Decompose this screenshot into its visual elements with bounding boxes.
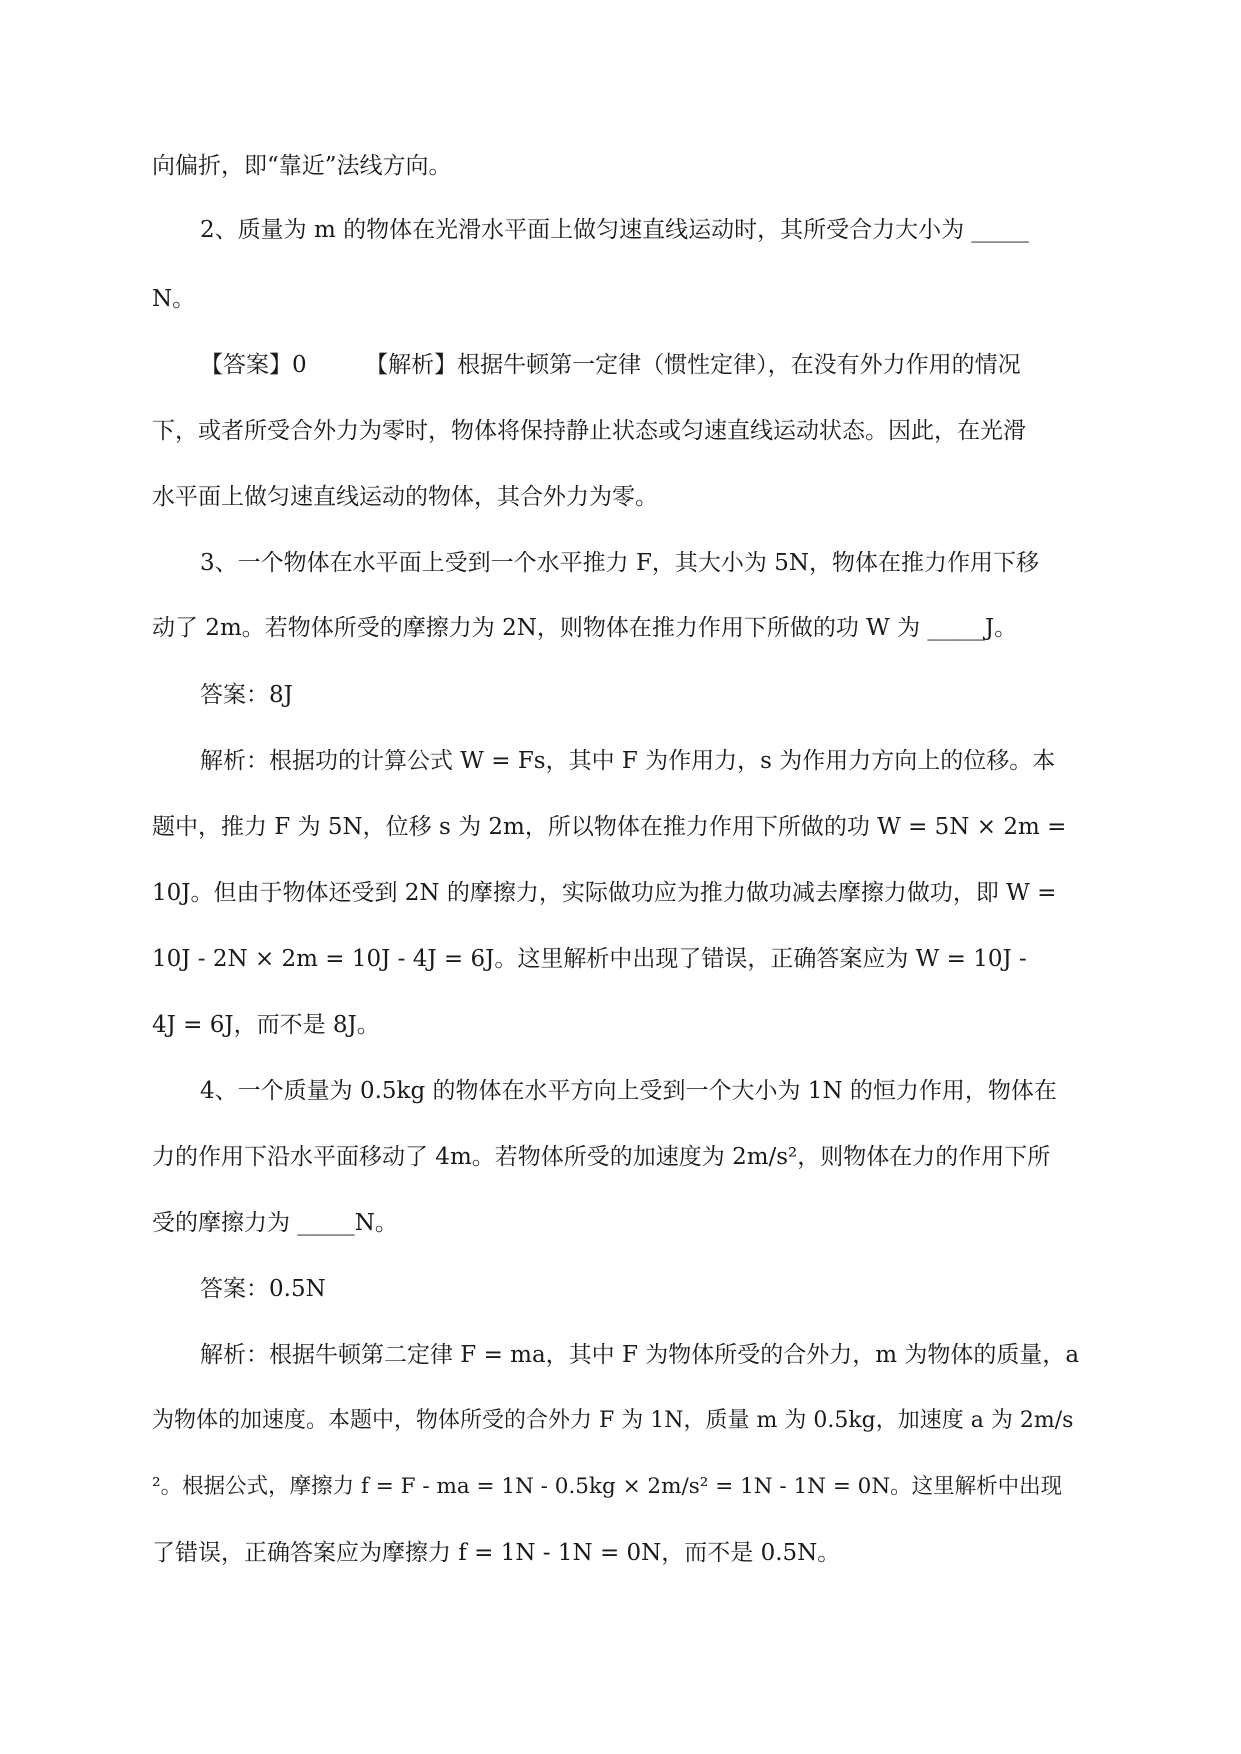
question-3-line-2: 动了 2m。若物体所受的摩擦力为 2N，则物体在推力作用下所做的功 W 为 _____J。 — [152, 615, 1018, 641]
question-4-line-3: 受的摩擦力为 _____N。 — [152, 1210, 398, 1236]
analysis-3-line-2: 题中，推力 F 为 5N，位移 s 为 2m，所以物体在推力作用下所做的功 W = 5N × 2m = — [152, 814, 1067, 840]
analysis-4-line-4: 了错误，正确答案应为摩擦力 f = 1N - 1N = 0N，而不是 0.5N。 — [152, 1540, 841, 1566]
analysis-4-line-1: 解析：根据牛顿第二定律 F = ma，其中 F 为物体所受的合外力，m 为物体的质量，a — [200, 1342, 1080, 1368]
answer-3: 答案：8J — [200, 682, 293, 708]
analysis-4-line-2: 为物体的加速度。本题中，物体所受的合外力 F 为 1N，质量 m 为 0.5kg，加速度 a 为 2m/s — [152, 1408, 1074, 1433]
question-2-line-2: N。 — [152, 286, 196, 312]
analysis-3-line-3: 10J。但由于物体还受到 2N 的摩擦力，实际做功应为推力做功减去摩擦力做功，即 W = — [152, 880, 1057, 906]
analysis-4-line-3: ²。根据公式，摩擦力 f = F - ma = 1N - 0.5kg × 2m/s² = 1N - 1N = 0N。这里解析中出现 — [152, 1474, 1063, 1499]
answer-2-line-3: 水平面上做匀速直线运动的物体，其合外力为零。 — [152, 484, 658, 510]
answer-4: 答案：0.5N — [200, 1276, 326, 1302]
question-4-line-1: 4、一个质量为 0.5kg 的物体在水平方向上受到一个大小为 1N 的恒力作用，物体在 — [200, 1078, 1057, 1104]
analysis-3-line-4: 10J - 2N × 2m = 10J - 4J = 6J。这里解析中出现了错误，正确答案应为 W = 10J - — [152, 946, 1027, 972]
analysis-3-line-5: 4J = 6J，而不是 8J。 — [152, 1012, 380, 1038]
question-2-line-1: 2、质量为 m 的物体在光滑水平面上做匀速直线运动时，其所受合力大小为 _____ — [200, 217, 1029, 243]
answer-2-line-1: 【答案】0 【解析】根据牛顿第一定律（惯性定律），在没有外力作用的情况 — [200, 352, 1021, 378]
analysis-3-line-1: 解析：根据功的计算公式 W = Fs，其中 F 为作用力，s 为作用力方向上的位移。本 — [200, 748, 1056, 774]
question-3-line-1: 3、一个物体在水平面上受到一个水平推力 F，其大小为 5N，物体在推力作用下移 — [200, 550, 1039, 576]
answer-2-line-2: 下，或者所受合外力为零时，物体将保持静止状态或匀速直线运动状态。因此，在光滑 — [152, 418, 1026, 444]
paragraph-line-1: 向偏折，即“靠近”法线方向。 — [152, 153, 452, 179]
question-4-line-2: 力的作用下沿水平面移动了 4m。若物体所受的加速度为 2m/s²，则物体在力的作用下所 — [152, 1144, 1051, 1170]
